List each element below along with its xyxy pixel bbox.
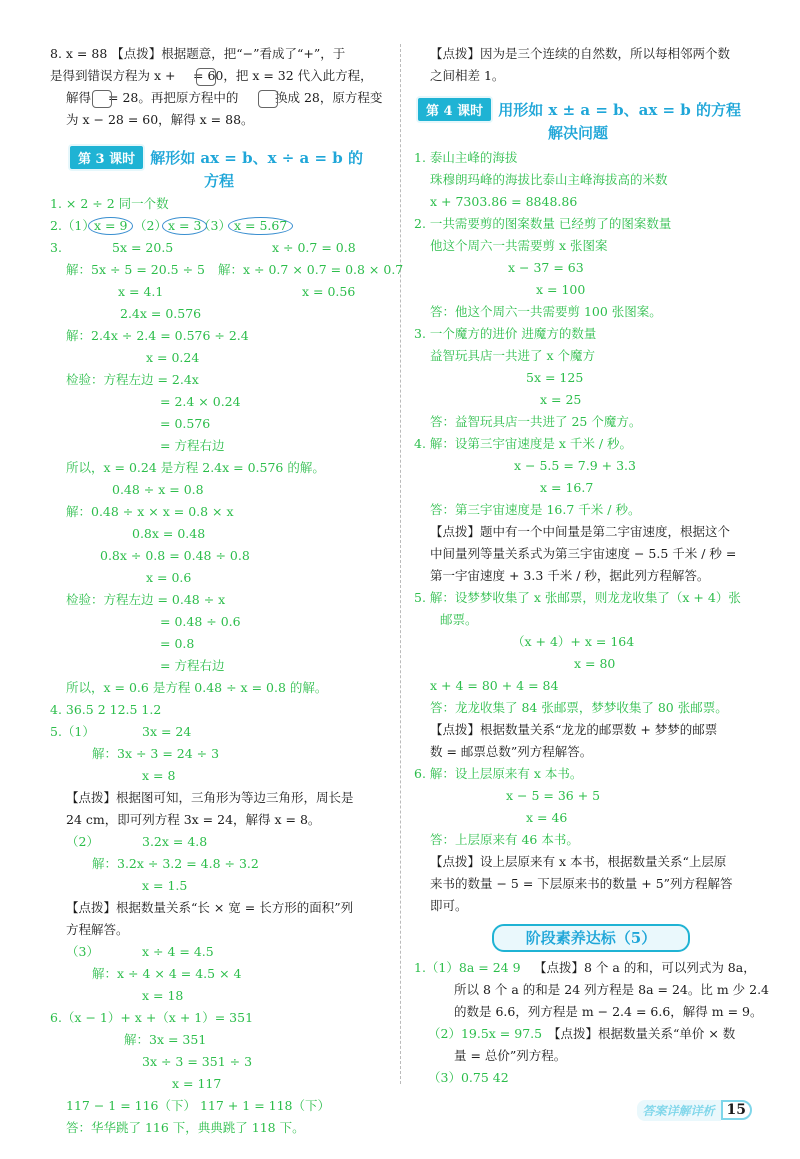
left-text-line: 所以，x = 0.24 是方程 2.4x = 0.576 的解。 (66, 460, 325, 475)
right-text-line: x + 7303.86 = 8848.86 (430, 194, 578, 209)
right-text-line: 答：益智玩具店一共进了 25 个魔方。 (430, 414, 642, 429)
circled-answer: x = 3 (162, 217, 207, 235)
left-text-line: 5.（1） (50, 724, 95, 739)
left-text-line: 换成 28，原方程变 (275, 90, 383, 105)
left-text-line: 解：3x ÷ 3 = 24 ÷ 3 (92, 746, 220, 761)
left-text-line: x ÷ 0.7 = 0.8 (272, 240, 356, 255)
right-text-line: 答：第三宇宙速度是 16.7 千米 / 秒。 (430, 502, 641, 517)
left-text-line: 2.4x = 0.576 (120, 306, 202, 321)
lesson-4-header (416, 96, 741, 142)
stage-assessment-title: 阶段素养达标（5） (492, 924, 690, 952)
left-text-line: （2） (66, 834, 99, 849)
right-text-line: 之间相差 1。 (430, 68, 505, 83)
right-text-line: 中间量列等量关系式为第三宇宙速度 − 5.5 千米 / 秒 = (430, 546, 737, 561)
right-text-line: 量 = 总价”列方程。 (454, 1048, 567, 1063)
right-text-line: x + 4 = 80 + 4 = 84 (430, 678, 559, 693)
page-number: 15 (721, 1100, 752, 1120)
right-text-line: 他这个周六一共需要剪 x 张图案 (430, 238, 608, 253)
left-text-line: = 28。再把原方程中的 (108, 90, 239, 105)
left-text-line: = 方程右边 (160, 438, 225, 453)
right-text-line: 答：他这个周六一共需要剪 100 张图案。 (430, 304, 662, 319)
left-text-line: x = 0.24 (146, 350, 200, 365)
left-text-line: 答：华华跳了 116 下，典典跳了 118 下。 (66, 1120, 305, 1135)
left-text-line: x = 18 (142, 988, 184, 1003)
left-text-line: 3.2x = 4.8 (142, 834, 208, 849)
left-text-line: 所以，x = 0.6 是方程 0.48 ÷ x = 0.8 的解。 (66, 680, 328, 695)
left-text-line: 2.（1） (50, 218, 95, 233)
left-text-line: = 0.48 ÷ 0.6 (160, 614, 241, 629)
right-text-line: 益智玩具店一共进了 x 个魔方 (430, 348, 595, 363)
left-text-line: 3x = 24 (142, 724, 192, 739)
right-text-line: 【点拨】根据数量关系“单价 × 数 (548, 1026, 736, 1041)
left-text-line: 解：5x ÷ 5 = 20.5 ÷ 5 (66, 262, 206, 277)
right-text-line: x = 80 (574, 656, 616, 671)
lesson-4-title: 用形如 x ± a = b、ax = b 的方程 (498, 101, 741, 119)
left-text-line: 6.（x − 1）+ x +（x + 1）= 351 (50, 1010, 254, 1025)
left-text-line: 解：3.2x ÷ 3.2 = 4.8 ÷ 3.2 (92, 856, 259, 871)
right-text-line: 1.（1）8a = 24 9 (414, 960, 521, 975)
left-text-line: x = 0.6 (146, 570, 192, 585)
right-text-line: 5. 解：设梦梦收集了 x 张邮票，则龙龙收集了（x + 4）张 (414, 590, 741, 605)
left-text-line: 【点拨】根据数量关系“长 × 宽 = 长方形的面积”列 (66, 900, 354, 915)
right-text-line: 4. 解：设第三宇宙速度是 x 千米 / 秒。 (414, 436, 633, 451)
right-text-line: x − 5 = 36 + 5 (506, 788, 601, 803)
left-text-line: = 60，把 x = 32 代入此方程， (193, 68, 373, 83)
left-text-line: 【点拨】根据图可知，三角形为等边三角形，周长是 (66, 790, 354, 805)
left-text-line: 3. (50, 240, 62, 255)
left-text-line: 0.8x = 0.48 (132, 526, 206, 541)
left-text-line: 解：x ÷ 0.7 × 0.7 = 0.8 × 0.7 (218, 262, 404, 277)
right-text-line: 5x = 125 (526, 370, 584, 385)
left-text-line: 解：0.48 ÷ x × x = 0.8 × x (66, 504, 234, 519)
right-text-line: 【点拨】设上层原来有 x 本书，根据数量关系“上层原 (430, 854, 727, 869)
left-text-line: 4. 36.5 2 12.5 1.2 (50, 702, 162, 717)
left-text-line: 是得到错误方程为 x + (50, 68, 176, 83)
left-text-line: = 0.576 (160, 416, 211, 431)
lesson-3-title: 解形如 ax = b、x ÷ a = b 的 (150, 149, 363, 167)
left-text-line: x = 0.56 (302, 284, 356, 299)
left-text-line: （3） (198, 218, 231, 233)
right-text-line: （3）0.75 42 (428, 1070, 509, 1085)
right-text-line: 的数是 6.6，列方程是 m − 2.4 = 6.6，解得 m = 9。 (454, 1004, 763, 1019)
lesson-4-tag: 第 4 课时 (416, 96, 493, 123)
right-text-line: 2. 一共需要剪的图案数量 已经剪了的图案数量 (414, 216, 672, 231)
right-text-line: 答：上层原来有 46 本书。 (430, 832, 579, 847)
left-text-line: （2） (134, 218, 167, 233)
left-text-line: = 方程右边 (160, 658, 225, 673)
left-text-line: 5x = 20.5 (112, 240, 174, 255)
left-text-line: 解：3x = 351 (124, 1032, 207, 1047)
left-text-line: 检验：方程左边 = 0.48 ÷ x (66, 592, 226, 607)
circled-answer: x = 5.67 (228, 217, 293, 235)
left-text-line: 解：2.4x ÷ 2.4 = 0.576 ÷ 2.4 (66, 328, 249, 343)
lesson-4-title-line2: 解决问题 (548, 124, 609, 142)
left-text-line: = 0.8 (160, 636, 195, 651)
lesson-3-header (68, 144, 363, 190)
right-text-line: x = 100 (536, 282, 586, 297)
right-text-line: 数 = 邮票总数”列方程解答。 (430, 744, 593, 759)
column-divider (400, 44, 401, 1084)
lesson-3-tag: 第 3 课时 (68, 144, 145, 171)
left-text-line: 3x ÷ 3 = 351 ÷ 3 (142, 1054, 253, 1069)
right-text-line: 即可。 (430, 898, 468, 913)
right-text-line: 1. 泰山主峰的海拔 (414, 150, 518, 165)
blank-box (92, 90, 112, 108)
right-text-line: 【点拨】因为是三个连续的自然数，所以每相邻两个数 (430, 46, 731, 61)
right-text-line: x = 25 (540, 392, 582, 407)
page-footer (637, 1099, 753, 1121)
blank-box (258, 90, 278, 108)
left-text-line: 1. × 2 ÷ 2 同一个数 (50, 196, 169, 211)
right-text-line: x = 46 (526, 810, 568, 825)
left-text-line: 为 x − 28 = 60，解得 x = 88。 (66, 112, 254, 127)
left-text-line: 117 − 1 = 116（下） 117 + 1 = 118（下） (66, 1098, 330, 1113)
right-text-line: 3. 一个魔方的进价 进魔方的数量 (414, 326, 597, 341)
right-text-line: 珠穆朗玛峰的海拔比泰山主峰海拔高的米数 (430, 172, 668, 187)
left-text-line: x ÷ 4 = 4.5 (142, 944, 214, 959)
right-text-line: x − 5.5 = 7.9 + 3.3 (514, 458, 636, 473)
blank-box (196, 68, 216, 86)
left-text-line: x = 117 (172, 1076, 222, 1091)
right-text-line: x − 37 = 63 (508, 260, 584, 275)
left-text-line: 检验：方程左边 = 2.4x (66, 372, 199, 387)
left-text-line: 24 cm，即可列方程 3x = 24，解得 x = 8。 (66, 812, 321, 827)
right-text-line: （x + 4）+ x = 164 (512, 634, 635, 649)
lesson-3-title-line2: 方程 (204, 172, 235, 190)
left-text-line: 0.48 ÷ x = 0.8 (112, 482, 204, 497)
left-text-line: （3） (66, 944, 99, 959)
right-text-line: 所以 8 个 a 的和是 24 列方程是 8a = 24。比 m 少 2.4 (454, 982, 770, 997)
right-text-line: 邮票。 (440, 612, 478, 627)
right-text-line: 6. 解：设上层原来有 x 本书。 (414, 766, 583, 781)
left-text-line: x = 8 (142, 768, 176, 783)
left-text-line: 方程解答。 (66, 922, 129, 937)
left-text-line: 0.8x ÷ 0.8 = 0.48 ÷ 0.8 (100, 548, 250, 563)
left-text-line: 解得 (66, 90, 92, 105)
right-text-line: 【点拨】根据数量关系“龙龙的邮票数 + 梦梦的邮票 (430, 722, 718, 737)
right-text-line: 第一宇宙速度 + 3.3 千米 / 秒，据此列方程解答。 (430, 568, 710, 583)
left-text-line: = 2.4 × 0.24 (160, 394, 241, 409)
left-text-line: x = 4.1 (118, 284, 164, 299)
right-text-line: 【点拨】题中有一个中间量是第二宇宙速度，根据这个 (430, 524, 731, 539)
left-text-line: 8. x = 88 【点拨】根据题意，把“−”看成了“+”，于 (50, 46, 346, 61)
right-text-line: 【点拨】8 个 a 的和，可以列式为 8a， (534, 960, 756, 975)
circled-answer: x = 9 (88, 217, 133, 235)
right-text-line: 来书的数量 − 5 = 下层原来书的数量 + 5”列方程解答 (430, 876, 733, 891)
right-text-line: 答：龙龙收集了 84 张邮票，梦梦收集了 80 张邮票。 (430, 700, 728, 715)
left-text-line: x = 1.5 (142, 878, 188, 893)
left-text-line: 解：x ÷ 4 × 4 = 4.5 × 4 (92, 966, 242, 981)
footer-label: 答案详解详析 (637, 1100, 721, 1121)
right-text-line: （2）19.5x = 97.5 (428, 1026, 543, 1041)
right-text-line: x = 16.7 (540, 480, 594, 495)
